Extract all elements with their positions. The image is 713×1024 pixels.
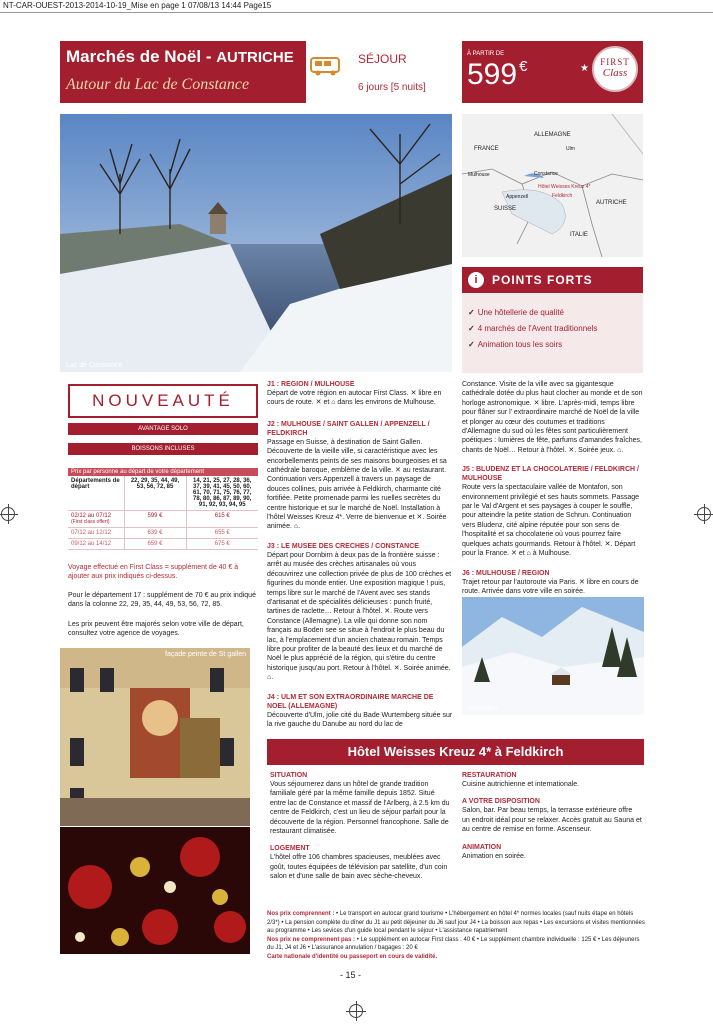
hotel-restauration-title: RESTAURATION: [462, 772, 517, 779]
day-text: Départ de votre région en autocar First Class. ✕ libre en cours de route. ✕ et ⌂ dans les environs de Mulhouse.: [267, 390, 442, 407]
table-row: 09/12 au 14/12 659 € 675 €: [68, 539, 258, 550]
day-text: Découverte d'Ulm, jolie cité du Bade Wurtemberg située sur la rive gauche du Danube au nord du lac de: [267, 711, 453, 728]
day-text: Départ pour Dornbirn à deux pas de la frontière suisse : arrêt au musée des crèches artisanales où vous découvrirez une collection privée de plus de 100 crèches et figurines du monde entier. Une exposition magique ! puis, temps libre sur le marché de l'Avent avec ses stands d'artisanat et de spécialités délicieuses : punch fruité, tartines de raclette… Retour à l'hôtel. ✕. Route vers Constance (Allemagne). La ville qui donne son nom français au Boden see se situe à l'endroit le plus beau du lac, à l'emplacement d'un ancien chateau romain. Temps libre pour profiter de la beauté des lieux et du marché de Noël le plus apprécié de la région, qui s'étire du centre historique jusqu'au port. Retour à l'hôtel. ✕. Soirée animée. ⌂.: [267, 551, 452, 682]
banner-title: Marchés de Noël - AUTRICHE: [66, 47, 294, 66]
day-title: J3 : LE MUSEE DES CRECHES / CONSTANCE: [267, 542, 419, 550]
point-item: ✓ Animation tous les soirs: [468, 340, 563, 349]
map-label-allemagne: ALLEMAGNE: [534, 132, 571, 138]
boissons-badge: BOISSONS INCLUSES: [68, 443, 258, 455]
info-icon: i: [468, 272, 484, 288]
price-table-head-row: Départements de départ 22, 29, 35, 44, 49, 53, 56, 72, 85 14, 21, 25, 27, 28, 36, 37, 39, 41, 45, 50, 60, 61, 70, 71, 75, 76, 77, 78, 80, 86, 87, 89, 90, 91, 92, 93, 94, 95: [68, 476, 258, 511]
price-table-header: Prix par personne au départ de votre département: [68, 468, 258, 476]
banner-subtitle: Autour du Lac de Constance: [66, 76, 250, 93]
map: [462, 114, 643, 257]
price-value: 599 €: [467, 58, 528, 91]
duration: 6 jours [5 nuits]: [358, 82, 426, 93]
price-from: À PARTIR DE: [467, 51, 505, 57]
map-label-mulhouse: Mulhouse: [468, 172, 490, 178]
price-box: [462, 41, 643, 103]
first-class-badge: FIRST Class: [592, 46, 638, 92]
footer-conditions: Nos prix comprennent : • Le transport en autocar grand tourisme • L'hébergement en hôtel 4* normes locales (sauf nuits étape en hôtels 2/3*) • La pension complète du dîner du J1 au petit déjeuner du J6 sauf jour J4 • La boisson aux repas • Les excursions et visites mentionnées au programme • Les sevices d'un guide local pendant le séjour • L'assistance rapatriement Nos prix ne comprennent pas : • Le supplément en autocar First class : 40 € • Le supplément chambre individuelle : 125 € • Les déjeuners du J1, J4 et J6 • L'assurance annulation / bagages : 20 € Carte nationale d'identité ou passeport en cours de validité.: [267, 911, 645, 960]
day-title: J5 : BLUDENZ ET LA CHOCOLATERIE / FELDKIRCH / MULHOUSE: [462, 466, 639, 483]
map-label-appenzell: Appenzell: [506, 194, 528, 200]
points-forts-header: [462, 267, 643, 293]
note-first-class: Voyage effectué en First Class = supplément de 40 € à ajouter aux prix indiqués ci-dessus.: [68, 564, 239, 581]
day-text: Trajet retour par l'autoroute via Paris. ✕ libre en cours de route. Arrivée dans votre ville en soirée.: [462, 578, 639, 595]
note-dept17: Pour le département 17 : supplément de 70 € au prix indiqué dans la colonne 22, 29, 35, 44, 49, 53, 56, 72, 85.: [68, 592, 256, 609]
day-title: J6 : MULHOUSE / REGION: [462, 569, 550, 577]
map-label-feldkirch: Feldkirch: [552, 193, 573, 199]
hotel-right: [462, 771, 642, 861]
day-text: Constance. Visite de la ville avec sa gigantesque cathédrale dotée du plus haut clocher au monde et de son horloge astronomique. ✕ libre. L'après-midi, temps libre pour flâner sur l' extraordinaire marché de Noël de la ville et plonger au cœur des coutumes et traditions d'Allemagne du sud où les fêtes sont particulièrement poétiques : lumières de fête, parfums d'amandes fraîches, chants de Noël… Retour à l'hôtel. ✕. Soirée jeux. ⌂.: [462, 381, 643, 454]
note-prix-depart: Les prix peuvent être majorés selon votre ville de départ, consultez votre agence de voyages.: [68, 621, 244, 638]
map-label-hotel: Hôtel Weisses Kreuz 4*: [538, 184, 591, 190]
facade-caption: façade peinte de St gallen: [165, 651, 246, 658]
hotel-animation: Animation en soirée.: [462, 852, 526, 860]
bus-icon: [309, 55, 343, 77]
crop-mark-right: [697, 507, 711, 521]
check-icon: ✓: [468, 340, 475, 349]
hotel-logement: L'hôtel offre 106 chambres spacieuses, meublées avec goût, toutes équipées de télévision par satellite, d'un coin salon et d'une salle de bain avec sèche-cheveux.: [270, 854, 448, 881]
page-number: - 15 -: [340, 970, 362, 980]
day-title: J4 : ULM ET SON EXTRAORDINAIRE MARCHE DE NOEL (ALLEMAGNE): [267, 693, 434, 710]
nouveaute-banner: NOUVEAUTÉ: [68, 384, 258, 418]
point-item: ✓ 4 marchés de l'Avent traditionnels: [468, 324, 598, 333]
ornaments-photo: [60, 827, 250, 954]
points-forts-title: POINTS FORTS: [492, 273, 593, 287]
hotel-dispo-title: A VOTRE DISPOSITION: [462, 798, 540, 806]
map-label-suisse: SUISSE: [494, 206, 517, 212]
lake-caption: Lac de Constance: [66, 362, 123, 369]
montafon-caption: Montafon: [468, 705, 498, 712]
hotel-situation: Vous séjournerez dans un hôtel de grande tradition familiale géré par la même famille depuis 1852. Situé entre lac de Constance et massif de l'Arlberg, à 2.5 km du centre de Feldkirch, c'est un lieu de séjour parfait pour la découverte de la région. Personnel francophone. Salle de restaurant climatisée.: [270, 781, 450, 836]
crop-mark-bottom: [349, 1004, 363, 1018]
hotel-logement-title: LOGEMENT: [270, 845, 310, 853]
sejour-label: SÉJOUR: [358, 52, 407, 66]
day-title: J2 : MULHOUSE / SAINT GALLEN / APPENZELL / FELDKIRCH: [267, 420, 430, 437]
montafon-photo: [462, 597, 644, 715]
facade-photo: [60, 648, 250, 826]
hotel-left: [270, 771, 450, 882]
hotel-situation-title: SITUATION: [270, 772, 308, 779]
hotel-animation-title: ANIMATION: [462, 843, 502, 851]
title-banner: [60, 41, 306, 103]
star-icon: ★: [580, 63, 589, 74]
hotel-dispo: Salon, bar. Par beau temps, la terrasse extérieure offre un endroit idéal pour se relaxer. Accès gratuit au Sauna et au centre de remise en forme. Ascenseur.: [462, 807, 642, 834]
map-label-ulm: Ulm: [566, 146, 575, 152]
itinerary-right: [462, 380, 644, 596]
table-row: 07/12 au 12/12 639 € 655 €: [68, 528, 258, 539]
check-icon: ✓: [468, 308, 475, 317]
point-item: ✓ Une hôtellerie de qualité: [468, 308, 564, 317]
crop-mark-left-top: [1, 507, 15, 521]
print-slug: NT-CAR-OUEST-2013-2014-10-19_Mise en page 1 07/08/13 14:44 Page15: [0, 0, 713, 13]
hotel-header: Hôtel Weisses Kreuz 4* à Feldkirch: [267, 739, 644, 765]
map-label-france: FRANCE: [474, 146, 499, 152]
check-icon: ✓: [468, 324, 475, 333]
table-row: 02/12 au 07/12 (First class offert) 599 € 615 €: [68, 511, 258, 528]
hotel-restauration: Cuisine autrichienne et internationale.: [462, 781, 580, 788]
map-label-constance: Constance: [534, 171, 558, 177]
itinerary-middle: [267, 380, 453, 729]
day-text: Route vers la spectaculaire vallée de Montafon, son environnement privilégié et ses hauts sommets. Passage par le Val d'Argent et ses paysages à couper le souffle, pour atteindre la petite station de Schrun. Continuation vers Bludenz, cité alpine réputée pour son sens de l'hospitalité et sa chocolaterie où vous pourrez faire quelques achats gourmands. Retour à l'hôtel. ✕. Départ pour la France. ✕ et ⌂ à Mulhouse.: [462, 484, 640, 558]
day-text: Passage en Suisse, à destination de Saint Gallen. Découverte de la vieille ville, si caractéristique avec les encorbellements peints de ses maisons bourgeoises et sa cathédrale baroque, emblème de la ville. ✕ au restaurant. Continuation vers Appenzell à travers un paysage de douces collines, puis arrivée à Feldkirch, charmante cité fortifiée. Petite promenade parmi les ruelles secrètes du centre historique et sur le marché de Noël. Installation à l'hôtel Weisses Kreuz 4*. Verre de bienvenue et ✕. Soirée animée. ⌂.: [267, 438, 447, 531]
lake-photo: [60, 114, 452, 372]
map-label-italie: ITALIE: [570, 232, 588, 238]
day-title: J1 : REGION / MULHOUSE: [267, 381, 355, 388]
points-forts-list: [462, 293, 643, 373]
price-table: [68, 468, 258, 550]
map-label-autriche: AUTRICHE: [596, 200, 627, 206]
avantage-badge: AVANTAGE SOLO: [68, 423, 258, 435]
